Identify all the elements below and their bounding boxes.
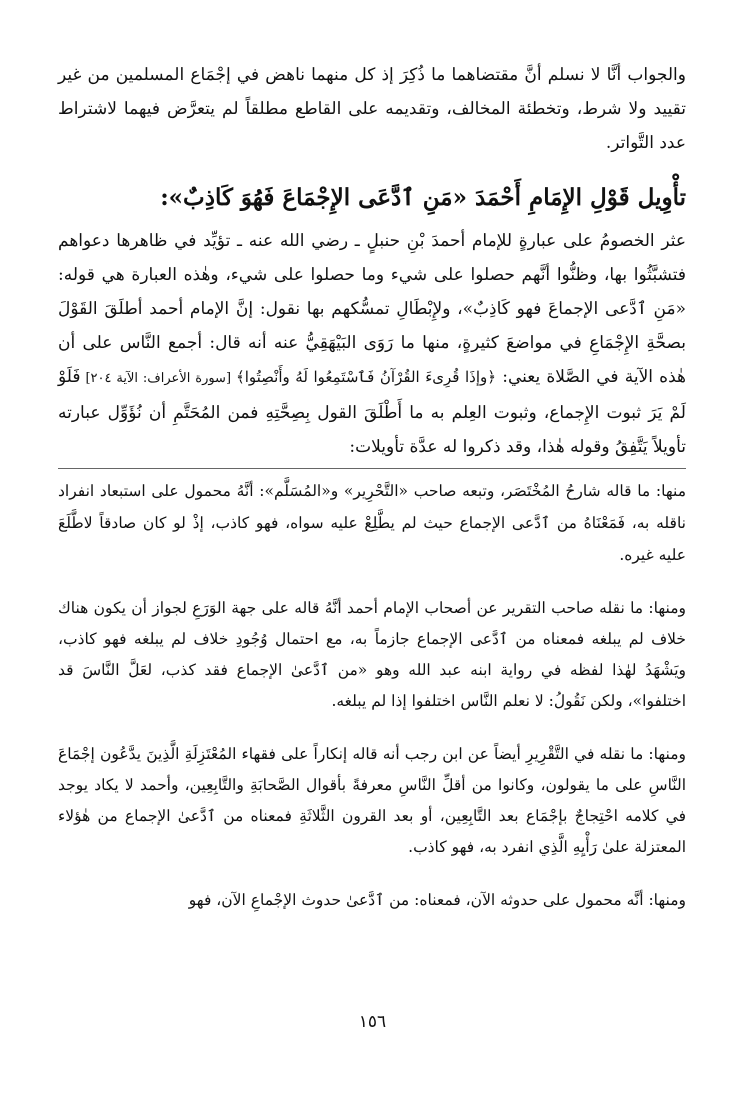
main-paragraph-text: عثر الخصومُ على عبارةٍ للإمام أحمدَ بْنِ حنبلٍ ـ رضي الله عنه ـ تؤيِّد في ظاهرها دعواهم فتشبَّثُوا بها، وظنُّوا أنَّهم حصلوا على شيء وما حصلوا على شيء، وهٰذه العبارة هي قوله: «مَنِ ٱدَّعى الإجماعَ فهو كَاذِبٌ»، ولإِبْطَالِ تمسُّكهم بها نقول: إنَّ الإمام أحمد أطلَقَ القَوْلَ بصحَّةِ الإِجْمَاعِ في مواضعَ كثيرةٍ، منها ما رَوَى البَيْهَقِيُّ عنه أنه قال: أجمع النَّاس على أن هٰذه الآية في الصَّلاة يعني:: [58, 231, 686, 387]
section-heading: تأْوِيل قَوْلِ الإِمَامِ أَحْمَدَ «مَنِ ٱدَّعَى الإِجْمَاعَ فَهُوَ كَاذِبٌ»:: [160, 184, 686, 211]
page-body: [58, 58, 686, 938]
page-number: ١٥٦: [358, 1012, 387, 1032]
interpretation-paragraph-4: ومنها: أنَّه محمول على حدوثه الآن، فمعناه: من ٱدَّعىٰ حدوث الإجْماعِ الآن، فهو: [188, 891, 686, 909]
interpretation-paragraph-1: منها: ما قاله شارحُ المُخْتَصَر، وتبعه صاحب «التَّحْرِير» و«المُسَلَّم»: أنَّهُ محمول على استبعاد انفراد ناقله به، فَمَعْنَاهُ من ٱدَّعى الإجماع حيث لم يطَّلِعْ عليه سواه، فهو كاذب، إذْ لو كان صادقاً لاطَّلَعَ عليه غيره.: [58, 482, 686, 564]
main-paragraph-text-end: فَلَوْ لَمْ يَرَ ثبوت الإِجماع، وثبوت العِلم به ما أَطْلَقَ القول بِصِحَّتِهِ فمن المُحَتَّمِ أن نُؤَوِّل عبارته تأويلاً يَتَّفِقُ وقوله هٰذا، وقد ذكروا له عدَّة تأويلات:: [58, 367, 686, 457]
interpretation-paragraph-2: ومنها: ما نقله صاحب التقرير عن أصحاب الإمام أحمد أنَّهُ قاله على جهة الوَرَعِ لجواز أن يكون هناك خلاف لم يبلغه فمعناه من ٱدَّعى الإجماع جازماً به، مع احتمال وُجُودِ خلاف لم يبلغه فهو كاذب، ويَشْهَدُ لهٰذا لفظه في رواية ابنه عبد الله وهو «من ٱدَّعىٰ الإجماع فقد كذب، لعَلَّ النَّاسَ قد اختلفوا»، ولكن نَقُولُ: لا نعلم النَّاس اختلفوا إذا لم يبلغه.: [58, 599, 686, 710]
intro-paragraph: والجواب أنَّا لا نسلم أنَّ مقتضاهما ما ذُكِرَ إذ كل منهما ناهض في إجْمَاع المسلمين من غير تقييد ولا شرط، وتخطئة المخالف، وتقديمه على القاطع مطلقاً لم يتعرَّض فيهما لاشتراط عدد التَّواتر.: [58, 65, 686, 153]
section-separator: [58, 468, 686, 469]
quran-verse: ﴿وإذَا قُرِىءَ القُرْآنُ فَٱسْتَمِعُوا لَهُ وأَنْصِتُوا﴾: [235, 368, 497, 386]
interpretation-paragraph-3: ومنها: ما نقله في التَّقْرِيرِ أيضاً عن ابن رجب أنه قاله إنكاراً على فقهاء المُعْتَزِلَةِ الَّذِينَ يدَّعُون إجْمَاعَ النَّاسِ على ما يقولون، وكانوا من أقلِّ النَّاسِ معرفةً بأقوال الصَّحابَةِ والتَّابِعِين، وأحمد لا يكاد يوجد في كلامه احْتِجاجٌ بإجْمَاع بعد التَّابِعِين، أو بعد القرون الثَّلاثَةِ فمعناه من ٱدَّعىٰ الإجماع من هٰؤلاء المعتزلة علىٰ رَأْيِهِ الَّذِي انفرد به، فهو كاذب.: [58, 745, 686, 856]
surah-reference: [سورة الأعراف: الآية ٢٠٤]: [80, 371, 236, 386]
main-paragraph: [58, 224, 686, 464]
